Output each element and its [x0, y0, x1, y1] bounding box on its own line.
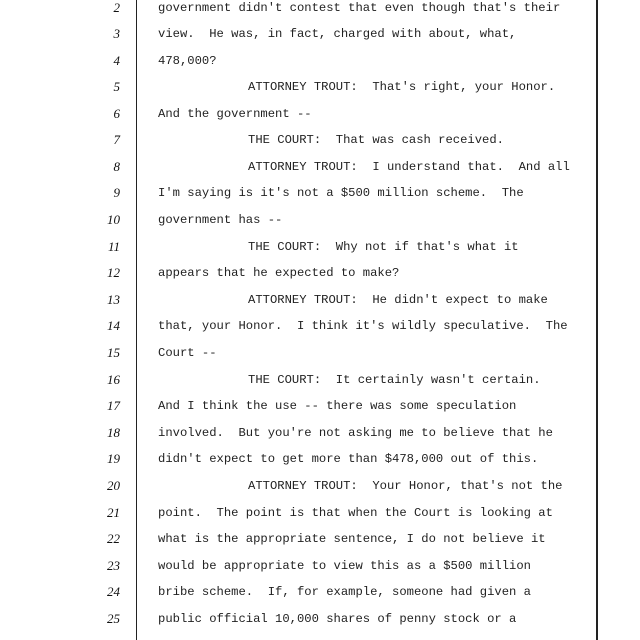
line-text: bribe scheme. If, for example, someone had given a [158, 585, 531, 599]
transcript-line [0, 505, 640, 531]
line-text: ATTORNEY TROUT: Your Honor, that's not the [248, 479, 563, 493]
line-number: 19 [107, 451, 120, 466]
line-text: And the government -- [158, 107, 312, 121]
line-number: 21 [107, 505, 120, 520]
transcript-line [0, 265, 640, 291]
line-text: involved. But you're not asking me to believe that he [158, 426, 553, 440]
line-text: ATTORNEY TROUT: That's right, your Honor. [248, 80, 556, 94]
transcript-line [0, 531, 640, 557]
transcript-line [0, 79, 640, 105]
line-number: 22 [107, 531, 120, 546]
transcript-line [0, 106, 640, 132]
transcript-line [0, 26, 640, 52]
line-number: 20 [107, 478, 120, 493]
line-text: Court -- [158, 346, 217, 360]
line-text: point. The point is that when the Court is looking at [158, 506, 553, 520]
transcript-line [0, 584, 640, 610]
transcript-line [0, 345, 640, 371]
line-text: didn't expect to get more than $478,000 out of this. [158, 452, 539, 466]
line-text: view. He was, in fact, charged with about, what, [158, 27, 517, 41]
line-text: ATTORNEY TROUT: I understand that. And all [248, 160, 570, 174]
line-number: 24 [107, 584, 120, 599]
line-number: 18 [107, 425, 120, 440]
line-number: 14 [107, 318, 120, 333]
line-text: 478,000? [158, 54, 217, 68]
line-text: government didn't contest that even though that's their [158, 1, 561, 15]
line-text: what is the appropriate sentence, I do not believe it [158, 532, 546, 546]
line-text: public official 10,000 shares of penny stock or a [158, 612, 517, 626]
transcript-line [0, 478, 640, 504]
line-text: And I think the use -- there was some speculation [158, 399, 517, 413]
transcript-line [0, 239, 640, 265]
transcript-line [0, 451, 640, 477]
line-text: ATTORNEY TROUT: He didn't expect to make [248, 293, 548, 307]
transcript-line [0, 159, 640, 185]
line-number: 13 [107, 292, 120, 307]
line-number: 8 [113, 159, 120, 174]
line-number: 5 [113, 79, 120, 94]
transcript-line [0, 372, 640, 398]
line-text: appears that he expected to make? [158, 266, 400, 280]
line-number: 2 [113, 0, 120, 15]
line-text: government has -- [158, 213, 283, 227]
line-number: 17 [107, 398, 120, 413]
line-number: 4 [113, 53, 120, 68]
transcript-line [0, 558, 640, 584]
line-number: 10 [107, 212, 120, 227]
transcript-line [0, 611, 640, 637]
line-text: THE COURT: Why not if that's what it [248, 240, 519, 254]
transcript-line [0, 212, 640, 238]
line-text: would be appropriate to view this as a $500 million [158, 559, 531, 573]
transcript-line [0, 53, 640, 79]
line-text: THE COURT: That was cash received. [248, 133, 504, 147]
transcript-line [0, 292, 640, 318]
line-number: 7 [113, 132, 120, 147]
transcript-line [0, 318, 640, 344]
line-number: 16 [107, 372, 120, 387]
line-text: that, your Honor. I think it's wildly speculative. The [158, 319, 568, 333]
line-number: 15 [107, 345, 120, 360]
line-number: 23 [107, 558, 120, 573]
transcript-line [0, 0, 640, 26]
line-number: 12 [107, 265, 120, 280]
transcript-line [0, 185, 640, 211]
transcript-line [0, 425, 640, 451]
line-number: 25 [107, 611, 120, 626]
line-text: THE COURT: It certainly wasn't certain. [248, 373, 541, 387]
transcript-line [0, 132, 640, 158]
line-text: I'm saying is it's not a $500 million scheme. The [158, 186, 524, 200]
line-number: 9 [113, 185, 120, 200]
transcript-line [0, 398, 640, 424]
line-number: 3 [113, 26, 120, 41]
line-number: 11 [107, 239, 120, 254]
line-number: 6 [113, 106, 120, 121]
